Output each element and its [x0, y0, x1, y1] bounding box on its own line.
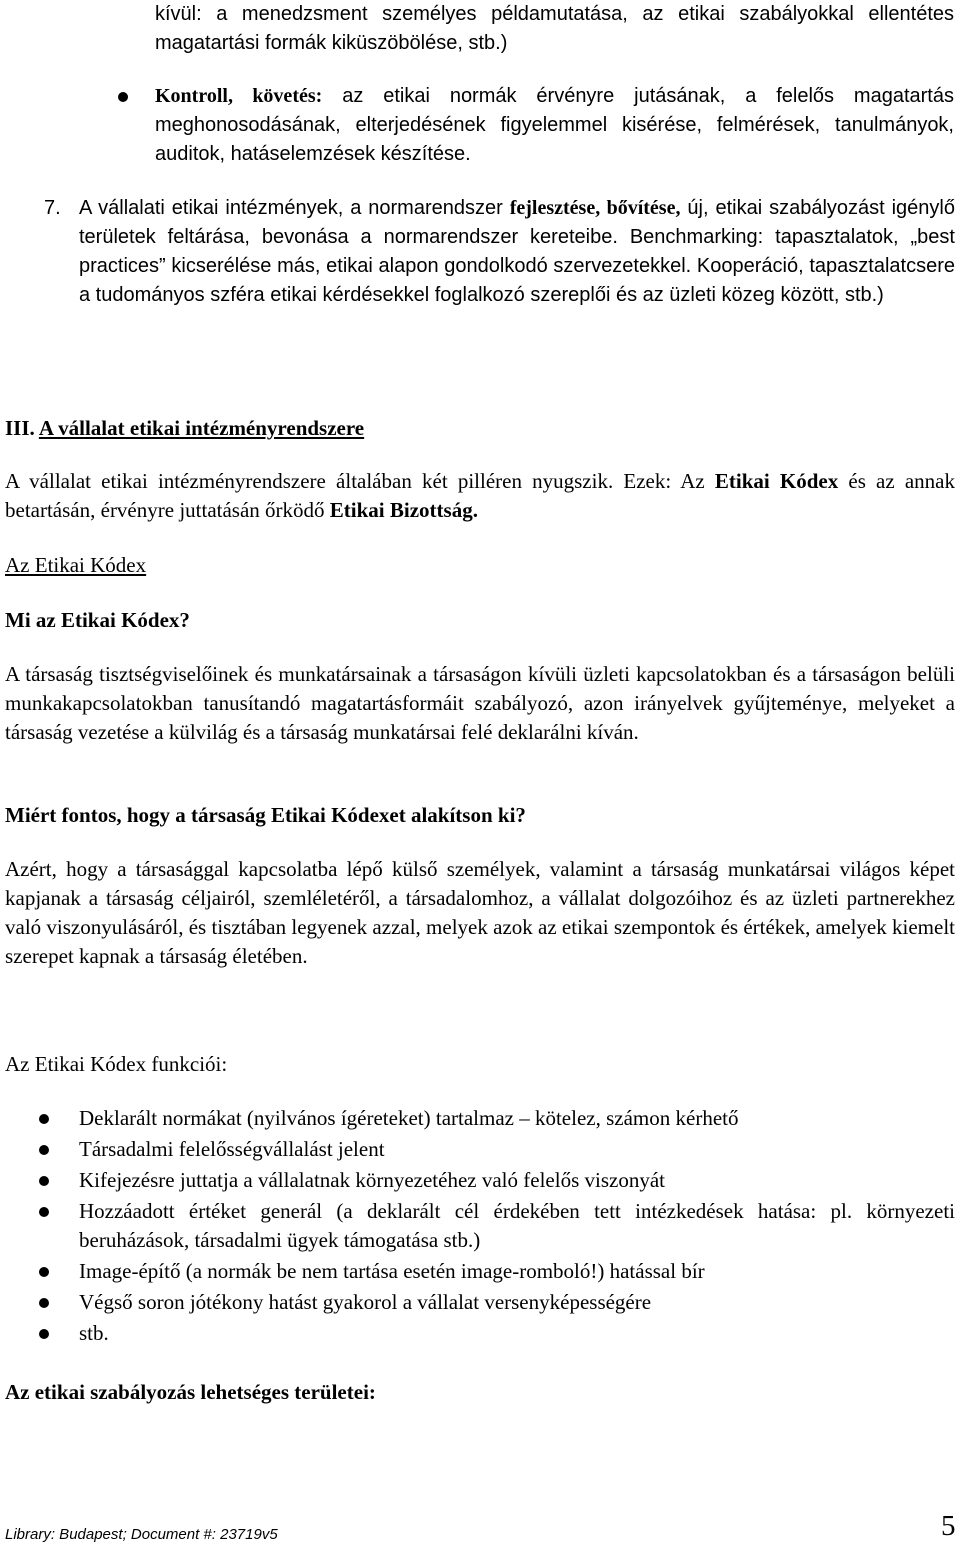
- list-item: [79, 1319, 955, 1350]
- bullet-icon: [39, 1145, 49, 1155]
- section-heading: [5, 414, 364, 443]
- intro-text-a: A vállalat etikai intézményrendszere általában két pilléren nyugszik. Ezek: Az: [5, 469, 715, 493]
- item-number: 7.: [44, 197, 61, 219]
- section-title: A vállalat etikai intézményrendszere: [38, 416, 365, 440]
- list-item: [79, 1135, 955, 1166]
- bullet-icon: [39, 1298, 49, 1308]
- list-item-text: Deklarált normákat (nyilvános ígéreteket) tartalmaz – kötelez, számon kérhető: [79, 1106, 739, 1130]
- bullet-icon: [39, 1267, 49, 1277]
- kontroll-paragraph: [155, 82, 954, 169]
- item7-paragraph: [79, 194, 955, 310]
- list-item: [79, 1104, 955, 1135]
- kontroll-text: az etikai normák érvényre jutásának, a felelős magatartás meghonosodásának, elterjedésének figyelemmel kisérése, felmérések, tanulmányok, auditok, hatáselemzések készítése.: [155, 85, 954, 165]
- list-item-text: Kifejezésre juttatja a vállalatnak környezetéhez való felelős viszonyát: [79, 1168, 665, 1192]
- list-item-text: Hozzáadott értéket generál (a deklarált cél érdekében tett intézkedések hatása: pl. környezeti beruházások, társadalmi ügyek támogatása stb.): [79, 1199, 955, 1252]
- list-item: [79, 1166, 955, 1197]
- answer-1: [5, 660, 955, 747]
- question-2: Miért fontos, hogy a társaság Etikai Kódexet alakítson ki?: [5, 803, 526, 827]
- list-item: [79, 1197, 955, 1257]
- list-item-text: Társadalmi felelősségvállalást jelent: [79, 1137, 385, 1161]
- section-number: III.: [5, 416, 35, 440]
- item7-text-a: A vállalati etikai intézmények, a normarendszer: [79, 197, 510, 219]
- list-item: [79, 1257, 955, 1288]
- intro-bold-2: Etikai Bizottság.: [329, 498, 478, 522]
- functions-list: [79, 1104, 955, 1350]
- item7-text-b: új, etikai szabályozást igénylő területek feltárása, bevonása a normarendszer kereteibe. Benchmarking: tapasztalatok, „best practices” kicserélése más, etikai alapon gondolkodó szervezetekkel. Kooperáció, tapasztalatcsere a tudományos szféra etikai kérdésekkel foglalkozó szereplői és az üzleti közeg között, stb.): [79, 197, 955, 306]
- continued-text: kívül: a menedzsment személyes példamutatása, az etikai szabályokkal ellentétes magatartási formák kiküszöbölése, stb.): [155, 3, 954, 54]
- list-item-text: Végső soron jótékony hatást gyakorol a vállalat versenyképességére: [79, 1290, 652, 1314]
- answer-2-text: Azért, hogy a társasággal kapcsolatba lépő külső személyek, valamint a társaság munkatársai világos képet kapjanak a társaság céljairól, szemléletéről, a társadalomhoz, a vállalat dolgozóihoz és az üzleti partnerekhez való viszonyulásáról, és tisztában legyenek azzal, melyek azok az etikai szempontok és értékek, amelyek kiemelt szerepet kapnak a társaság életében.: [5, 857, 955, 968]
- list-item-text: stb.: [79, 1321, 109, 1345]
- answer-2: [5, 855, 955, 971]
- subsection-title: Az Etikai Kódex: [5, 553, 147, 577]
- continued-paragraph: [155, 0, 954, 58]
- list-item-text: Image-építő (a normák be nem tartása esetén image-romboló!) hatással bír: [79, 1259, 705, 1283]
- item7-bold: fejlesztése, bővítése,: [509, 197, 681, 219]
- bullet-icon: [39, 1329, 49, 1339]
- footer-library: Library: Budapest; Document #: 23719v5: [5, 1526, 278, 1543]
- bullet-icon: [39, 1114, 49, 1124]
- bullet-icon: [39, 1207, 49, 1217]
- kontroll-label: Kontroll, követés:: [155, 85, 323, 107]
- areas-title: Az etikai szabályozás lehetséges területei:: [5, 1380, 376, 1404]
- section-intro: [5, 467, 955, 525]
- list-item: [79, 1288, 955, 1319]
- answer-1-text: A társaság tisztségviselőinek és munkatársainak a társaságon kívüli üzleti kapcsolatokban és a társaságon belüli munkakapcsolatokban tanusítandó magatartásformáit szabályozó, azon irányelvek gyűjteménye, melyeket a társaság vezetése a külvilág és a társaság munkatársai felé deklarálni kíván.: [5, 662, 955, 744]
- page-number: 5: [941, 1510, 956, 1542]
- bullet-icon: [39, 1176, 49, 1186]
- intro-text-b: és az annak betartásán, érvényre juttatásán őrködő: [5, 469, 956, 522]
- intro-bold-1: Etikai Kódex: [714, 469, 839, 493]
- bullet-icon: [118, 92, 128, 102]
- functions-title: Az Etikai Kódex funkciói:: [5, 1052, 228, 1076]
- question-1: Mi az Etikai Kódex?: [5, 608, 190, 632]
